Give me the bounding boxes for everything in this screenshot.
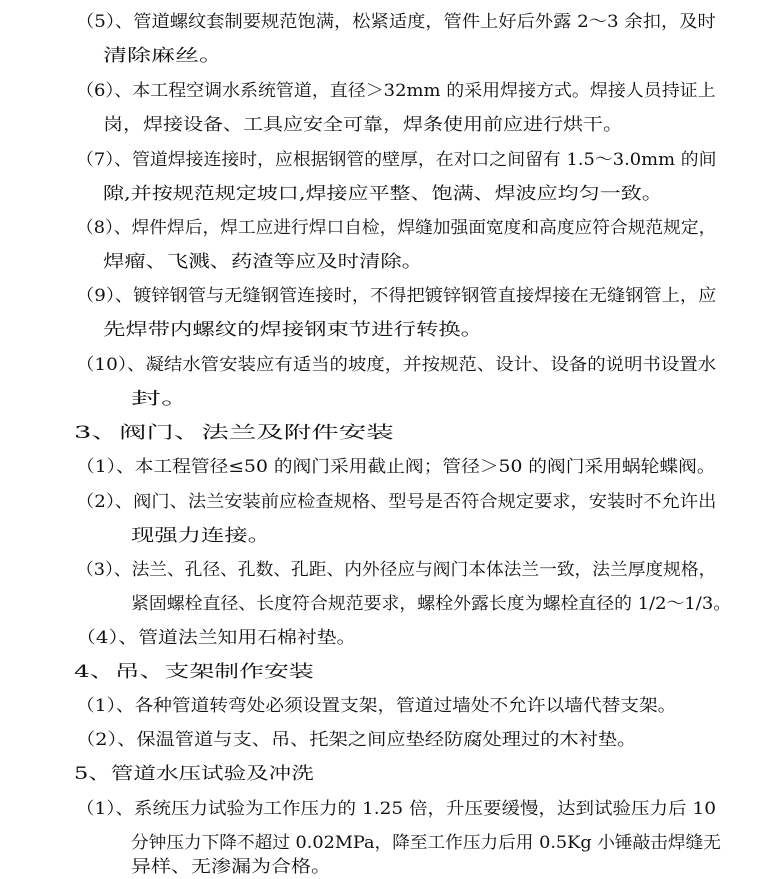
text-line: （1）、各种管道转弯处必须设置支架，管道过墙处不允许以墙代替支架。	[76, 696, 677, 716]
text-line: （1）、本工程管径≤50 的阀门采用截止阀；管径＞50 的阀门采用蜗轮蝶阀。	[76, 457, 716, 477]
text-line: （1）、系统压力试验为工作压力的 1.25 倍，升压要缓慢，达到试验压力后 10	[76, 799, 716, 819]
text-line: 异样、无渗漏为合格。	[131, 857, 332, 877]
text-line: （9）、镀锌钢管与无缝钢管连接时，不得把镀锌钢管直接焊接在无缝钢管上，应	[76, 286, 717, 306]
text-line: （10）、凝结水管安装应有适当的坡度，并按规范、设计、设备的说明书设置水	[76, 355, 717, 375]
section-heading: 5、管道水压试验及冲洗	[74, 764, 314, 784]
text-line: 紧固螺栓直径、长度符合规范要求，螺栓外露长度为螺栓直径的 1/2～1/3。	[131, 594, 732, 614]
text-line: （5）、管道螺纹套制要规范饱满，松紧适度，管件上好后外露 2～3 余扣，及时	[76, 12, 716, 32]
text-line: 现强力连接。	[131, 526, 271, 546]
text-line: （3）、法兰、孔径、孔数、孔距、内外径应与阀门本体法兰一致，法兰厚度规格，	[76, 560, 717, 580]
section-heading: 4、吊、支架制作安装	[74, 662, 314, 682]
text-line: 清除麻丝。	[103, 46, 224, 66]
text-line: 岗，焊接设备、工具应安全可靠，焊条使用前应进行烘干。	[103, 115, 624, 135]
text-line: （8）、焊件焊后，焊工应进行焊口自检，焊缝加强面宽度和高度应符合规范规定，	[76, 218, 717, 238]
text-line: （6）、本工程空调水系统管道，直径＞32mm 的采用焊接方式。焊接人员持证上	[76, 81, 716, 101]
text-line: （7）、管道焊接连接时，应根据钢管的壁厚，在对口之间留有 1.5～3.0mm 的间	[76, 150, 717, 170]
text-line: 分钟压力下降不超过 0.02MPa，降至工作压力后用 0.5Kg 小锤敲击焊缝无	[131, 833, 721, 853]
text-line: （2）、阀门、法兰安装前应检查规格、型号是否符合规定要求，安装时不允许出	[76, 492, 717, 512]
text-line: 先焊带内螺纹的焊接钢束节进行转换。	[103, 320, 484, 340]
section-heading: 3、阀门、法兰及附件安装	[74, 423, 394, 443]
text-line: 焊瘤、飞溅、药渣等应及时清除。	[103, 252, 423, 272]
text-line: 隙,并按规范规定坡口,焊接应平整、饱满、焊波应均匀一致。	[103, 184, 663, 204]
text-line: （2）、保温管道与支、吊、托架之间应垫经防腐处理过的木衬垫。	[76, 730, 637, 750]
text-line: （4）、管道法兰知用石棉衬垫。	[76, 628, 357, 648]
text-line: 封。	[131, 389, 191, 409]
